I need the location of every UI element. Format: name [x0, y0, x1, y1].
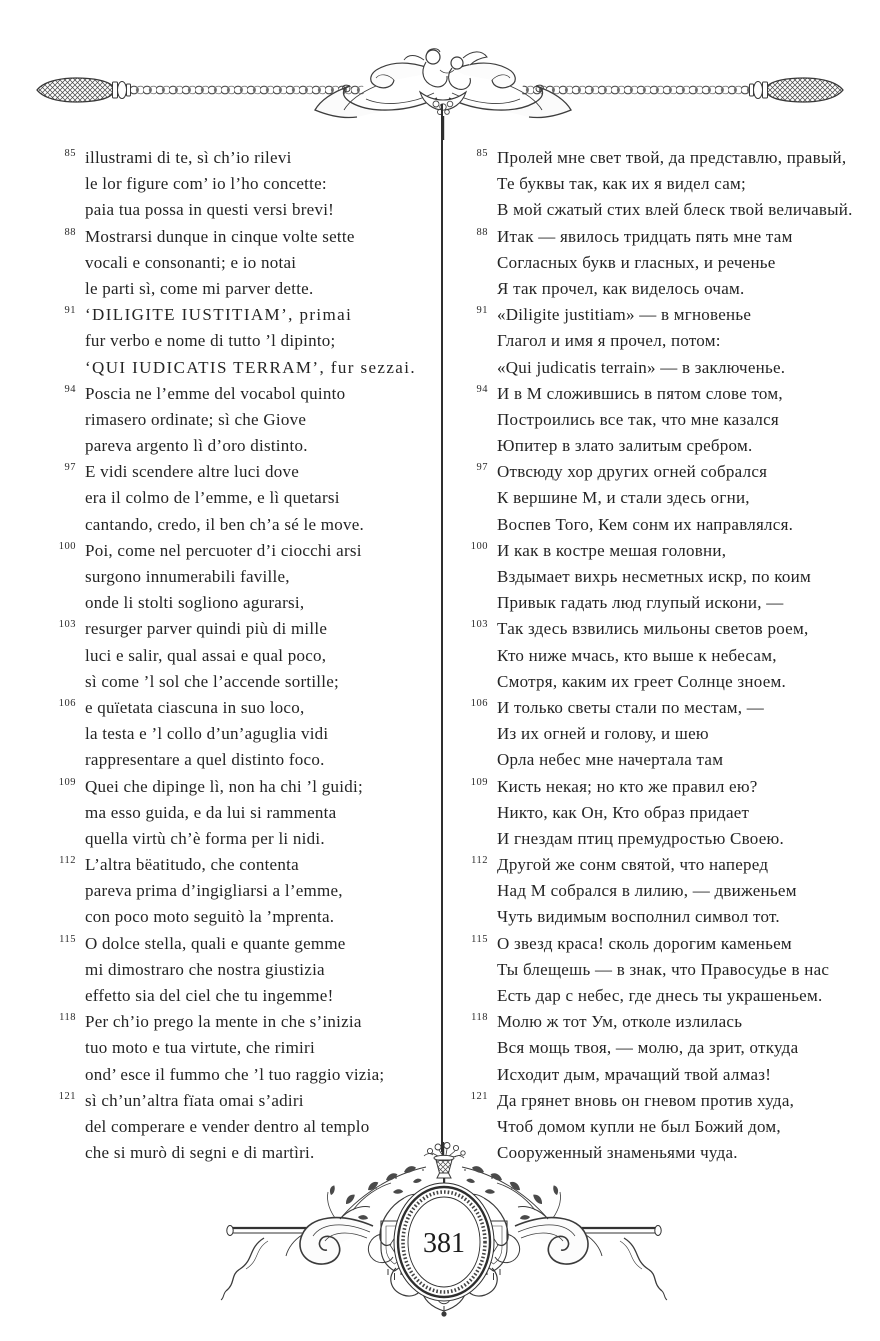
page-number-medallion — [394, 1183, 494, 1301]
verse-line — [462, 774, 870, 800]
verse-line — [50, 224, 438, 250]
verse-line — [50, 774, 438, 800]
verse-line — [462, 250, 870, 276]
verse-text: Смотря, каким их греет Солнце зноем. — [497, 671, 786, 691]
verse-text: О звезд краса! сколь дорогим каменьем — [497, 933, 792, 953]
verse-number: 106 — [58, 697, 76, 709]
verse-text: Из их огней и голову, и шею — [497, 724, 709, 744]
verse-number: 85 — [64, 148, 76, 159]
verse-line — [50, 433, 438, 459]
verse-line — [50, 171, 438, 197]
verse-line — [50, 1114, 438, 1140]
verse-line — [462, 224, 870, 250]
italian-text-column — [50, 145, 438, 1166]
page-number: 381 — [423, 1228, 465, 1259]
verse-line — [50, 381, 438, 407]
verse-text: ma esso guida, e da lui si rammenta — [85, 802, 337, 822]
verse-text: quella virtù ch’è forma per li nidi. — [85, 828, 325, 848]
verse-line — [50, 407, 438, 433]
verse-text: Я так прочел, как виделось очам. — [497, 278, 745, 298]
verse-line — [462, 485, 870, 511]
verse-text: «Qui judicatis terrain» — в заключенье. — [497, 357, 786, 377]
verse-text: Молю ж тот Ум, отколе излилась — [497, 1012, 743, 1032]
verse-text: ‘QUI IUDICATIS TERRAM’, fur sezzai. — [85, 357, 417, 377]
verse-text: Poscia ne l’emme del vocabol quinto — [85, 383, 346, 403]
verse-number: 109 — [470, 776, 488, 788]
verse-text: le lor figure com’ io l’ho concette: — [85, 174, 327, 194]
verse-line — [462, 407, 870, 433]
verse-text: rappresentare a quel distinto foco. — [85, 750, 325, 770]
verse-text: Привык гадать люд глупый искони, — — [497, 593, 784, 613]
verse-number: 97 — [64, 462, 76, 474]
verse-line — [462, 355, 870, 381]
verse-number: 121 — [58, 1090, 76, 1102]
verse-number: 91 — [476, 305, 488, 317]
verse-text: Орла небес мне начертала там — [497, 750, 724, 770]
verse-line — [462, 564, 870, 590]
verse-number: 100 — [470, 540, 488, 552]
verse-line — [50, 564, 438, 590]
verse-text: И гнездам птиц премудростью Своею. — [497, 828, 784, 848]
verse-number: 91 — [64, 305, 76, 317]
column-divider-rule — [441, 104, 443, 1152]
verse-line — [462, 512, 870, 538]
verse-number: 118 — [59, 1012, 76, 1024]
verse-line — [50, 800, 438, 826]
verse-text: Кто ниже мчась, кто выше к небесам, — [497, 645, 777, 665]
verse-text: rimasero ordinate; sì che Giove — [85, 409, 307, 429]
verse-line — [50, 957, 438, 983]
verse-line — [462, 747, 870, 773]
verse-line — [462, 328, 870, 354]
verse-text: Есть дар с небес, где днесь ты украшеньем. — [497, 986, 823, 1005]
verse-line — [462, 983, 870, 1009]
verse-text: L’altra bëatitudo, che contenta — [85, 855, 299, 875]
verse-text: Воспев Того, Кем сонм их направлялся. — [497, 514, 794, 534]
verse-line — [462, 826, 870, 852]
verse-line — [50, 983, 438, 1009]
verse-text: pareva prima d’ingigliarsi a l’emme, — [85, 881, 343, 901]
verse-text: «Diligite justitiam» — в мгновенье — [497, 305, 752, 325]
verse-text: resurger parver quindi più di mille — [85, 619, 328, 639]
verse-number: 88 — [476, 226, 488, 238]
verse-line — [462, 145, 870, 171]
verse-text: cantando, credo, il ben ch’a sé le move. — [85, 514, 365, 534]
verse-line — [462, 302, 870, 328]
verse-line — [50, 276, 438, 302]
verse-number: 112 — [59, 855, 76, 867]
verse-text: Итак — явилось тридцать пять мне там — [497, 226, 793, 246]
verse-text: pareva argento lì d’oro distinto. — [85, 436, 308, 456]
verse-line — [462, 957, 870, 983]
verse-line — [462, 197, 870, 223]
verse-line — [50, 1088, 438, 1114]
verse-text: del comperare e vender dentro al templo — [85, 1116, 370, 1136]
verse-line — [50, 1062, 438, 1088]
verse-line — [50, 721, 438, 747]
verse-line — [462, 695, 870, 721]
verse-line — [50, 485, 438, 511]
verse-line — [462, 590, 870, 616]
verse-text: sì ch’un’altra fïata omai s’adiri — [85, 1090, 304, 1110]
ribbon-tail-icon — [221, 1238, 268, 1300]
verse-text: Ты блещешь — в знак, что Правосудье в нас — [497, 959, 830, 979]
verse-text: Другой же сонм святой, что наперед — [497, 855, 769, 875]
pinecone-finial-icon — [37, 78, 131, 102]
verse-line — [50, 747, 438, 773]
verse-text: fur verbo e nome di tutto ’l dipinto; — [85, 331, 336, 351]
verse-text: Чуть видимым восполнил символ тот. — [497, 907, 780, 927]
verse-number: 115 — [471, 933, 488, 945]
verse-number: 97 — [476, 462, 488, 474]
verse-line — [50, 590, 438, 616]
tailpiece-ornament-icon — [218, 1142, 668, 1322]
verse-line — [462, 1035, 870, 1061]
verse-text: Согласных букв и гласных, и реченье — [497, 252, 776, 272]
verse-line — [50, 512, 438, 538]
verse-number: 88 — [64, 226, 76, 238]
verse-text: Чтоб домом купли не был Божий дом, — [497, 1116, 781, 1136]
verse-text: ond’ esce il fummo che ’l tuo raggio vizia; — [85, 1064, 385, 1084]
verse-line — [50, 459, 438, 485]
verse-text: e quïetata ciascuna in suo loco, — [85, 697, 305, 717]
verse-text: Над М собрался в лилию, — движеньем — [497, 881, 797, 901]
verse-text: tuo moto e tua virtute, che rimiri — [85, 1038, 315, 1058]
verse-text: con poco moto seguitò la ’mprenta. — [85, 907, 335, 927]
verse-text: O dolce stella, quali e quante gemme — [85, 933, 346, 953]
verse-text: Mostrarsi dunque in cinque volte sette — [85, 226, 355, 246]
verse-number: 121 — [470, 1090, 488, 1102]
verse-number: 106 — [470, 697, 488, 709]
verse-line — [50, 197, 438, 223]
verse-line — [50, 695, 438, 721]
verse-text: Исходит дым, мрачащий твой алмаз! — [497, 1064, 772, 1084]
verse-number: 115 — [59, 933, 76, 945]
verse-line — [50, 328, 438, 354]
verse-line — [462, 643, 870, 669]
verse-number: 100 — [58, 540, 76, 552]
verse-text: luci e salir, qual assai e qual poco, — [85, 645, 327, 665]
verse-text: che si murò di segni e di martìri. — [85, 1143, 315, 1163]
verse-text: Те буквы так, как их я видел сам; — [497, 174, 746, 194]
verse-line — [462, 800, 870, 826]
verse-number: 109 — [58, 776, 76, 788]
verse-line — [462, 878, 870, 904]
verse-text: Сооруженный знаменьями чуда. — [497, 1143, 738, 1163]
verse-text: Отвсюду хор других огней собрался — [497, 462, 768, 482]
verse-text: Глагол и имя я прочел, потом: — [497, 331, 721, 351]
verse-number: 94 — [476, 383, 488, 395]
verse-line — [462, 276, 870, 302]
verse-line — [50, 355, 438, 381]
verse-text: effetto sia del ciel che tu ingemme! — [85, 986, 334, 1005]
verse-text: И как в костре мешая головни, — [497, 540, 727, 560]
verse-line — [50, 904, 438, 930]
verse-line — [50, 616, 438, 642]
verse-line — [50, 1035, 438, 1061]
verse-line — [50, 302, 438, 328]
verse-line — [462, 381, 870, 407]
verse-number: 103 — [470, 619, 488, 631]
verse-text: ‘DILIGITE IUSTITIAM’, primai — [85, 305, 353, 325]
verse-line — [50, 250, 438, 276]
verse-line — [462, 1062, 870, 1088]
verse-line — [50, 538, 438, 564]
verse-number: 112 — [471, 855, 488, 867]
verse-text: sì come ’l sol che l’accende sortille; — [85, 671, 340, 691]
verse-text: vocali e consonanti; e io notai — [85, 252, 297, 272]
verse-text: Quei che dipinge lì, non ha chi ’l guidi; — [85, 776, 363, 796]
verse-line — [462, 1009, 870, 1035]
verse-text: Никто, как Он, Кто образ придает — [497, 802, 750, 822]
verse-text: surgono innumerabili faville, — [85, 567, 290, 586]
verse-line — [462, 669, 870, 695]
verse-text: И в М сложившись в пятом слове том, — [497, 383, 783, 403]
verse-line — [50, 1009, 438, 1035]
verse-text: Юпитер в злато залитым сребром. — [497, 436, 753, 456]
verse-text: mi dimostraro che nostra giustizia — [85, 959, 325, 979]
verse-text: И только светы стали по местам, — — [497, 697, 765, 717]
verse-line — [462, 1114, 870, 1140]
verse-number: 85 — [476, 148, 488, 159]
verse-text: Кисть некая; но кто же правил ею? — [497, 776, 758, 796]
verse-text: Вздымает вихрь несметных искр, по коим — [497, 567, 811, 586]
verse-text: Вся мощь твоя, — молю, да зрит, откуда — [497, 1038, 799, 1058]
scroll-volute-icon — [286, 1207, 373, 1264]
verse-line — [462, 931, 870, 957]
verse-line — [50, 145, 438, 171]
verse-text: В мой сжатый стих влей блеск твой величавый. — [497, 200, 853, 220]
verse-line — [50, 852, 438, 878]
headpiece-ornament-icon — [0, 0, 880, 140]
verse-text: Да грянет вновь он гневом против худа, — [497, 1090, 795, 1110]
verse-line — [462, 852, 870, 878]
verse-text: paia tua possa in questi versi brevi! — [85, 200, 335, 220]
verse-number: 103 — [58, 619, 76, 631]
verse-text: К вершине М, и стали здесь огни, — [497, 488, 750, 508]
verse-text: le parti sì, come mi parver dette. — [85, 278, 314, 298]
verse-line — [50, 669, 438, 695]
verse-text: Per ch’io prego la mente in che s’inizia — [85, 1012, 362, 1032]
verse-text: Poi, come nel percuoter d’i ciocchi arsi — [85, 540, 362, 560]
verse-line — [50, 878, 438, 904]
verse-line — [462, 538, 870, 564]
verse-line — [462, 1088, 870, 1114]
verse-line — [462, 721, 870, 747]
verse-number: 118 — [471, 1012, 488, 1024]
verse-line — [462, 459, 870, 485]
verse-text: Построились все так, что мне казался — [497, 409, 779, 429]
verse-line — [462, 904, 870, 930]
verse-text: onde li stolti sogliono agurarsi, — [85, 593, 305, 613]
verse-line — [50, 826, 438, 852]
verse-number: 94 — [64, 383, 76, 395]
verse-text: Пролей мне свет твой, да представлю, правый, — [497, 148, 847, 167]
verse-line — [50, 931, 438, 957]
verse-line — [50, 643, 438, 669]
verse-text: E vidi scendere altre luci dove — [85, 462, 300, 482]
verse-line — [462, 433, 870, 459]
verse-line — [462, 171, 870, 197]
verse-text: Так здесь взвились мильоны светов роем, — [497, 619, 809, 639]
verse-text: illustrami di te, sì ch’io rilevi — [85, 148, 292, 167]
verse-line — [462, 616, 870, 642]
verse-text: la testa e ’l collo d’un’aguglia vidi — [85, 724, 329, 744]
verse-text: era il colmo de l’emme, e lì quetarsi — [85, 488, 340, 508]
russian-text-column — [462, 145, 870, 1166]
